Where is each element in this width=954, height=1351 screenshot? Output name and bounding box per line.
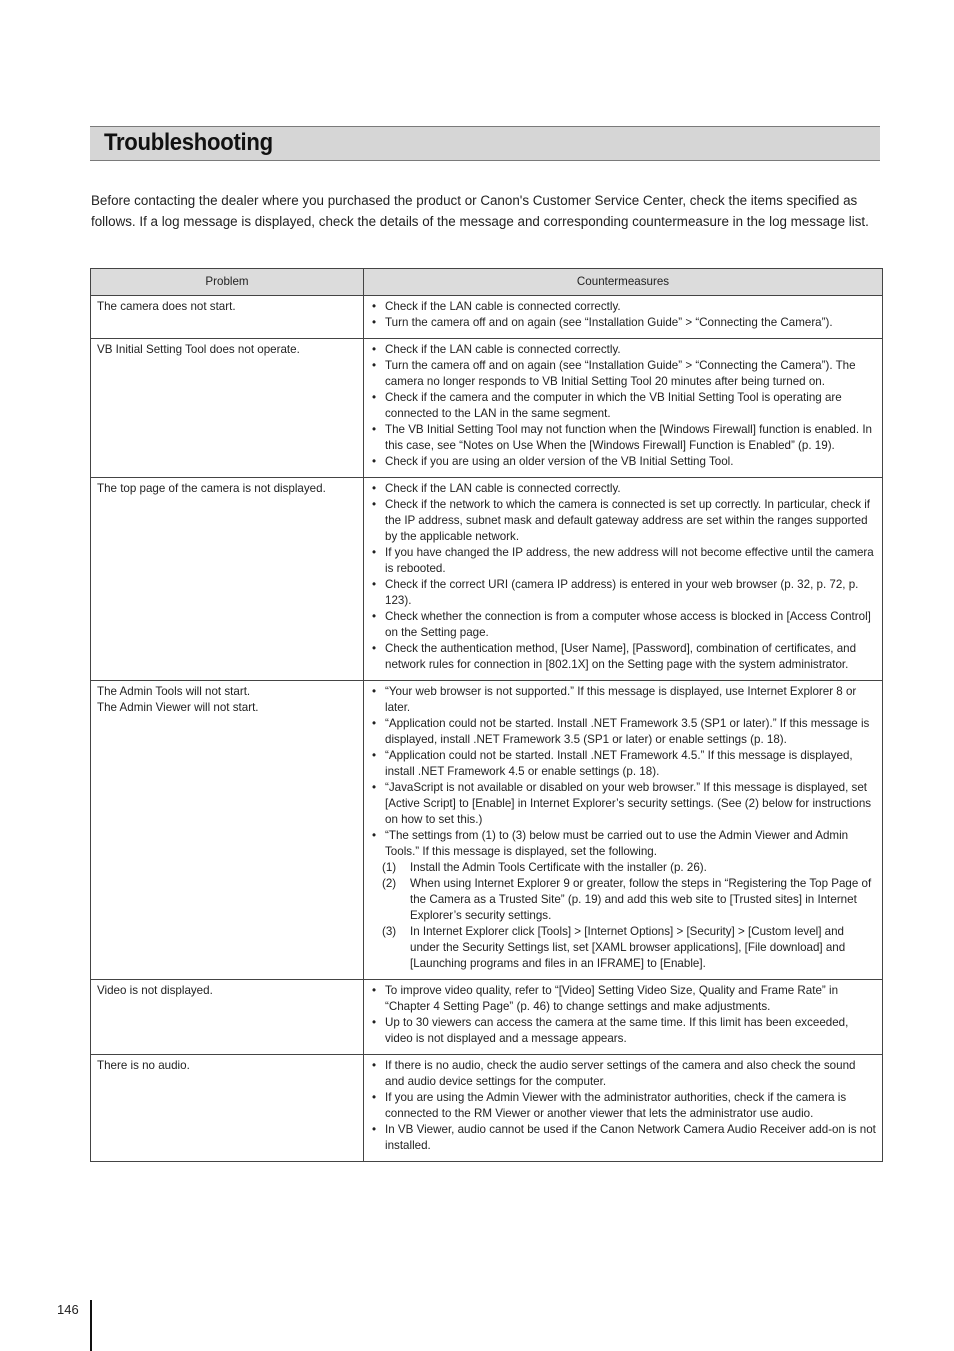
table-row [91, 296, 883, 339]
sub-item-number: (3) [382, 925, 397, 938]
list-item: • If you have changed the IP address, the new address will not become effective until the camera is rebooted. [370, 545, 876, 577]
countermeasure-list [370, 481, 876, 673]
list-item: • “JavaScript is not available or disabled on your web browser.” If this message is displayed, set [Active Script] to [Enable] in Internet Explorer’s security settings. (See (2) below for instructions on how to set this.) [370, 780, 876, 828]
troubleshooting-table [90, 268, 883, 1162]
list-item: • Check if the LAN cable is connected correctly. [370, 299, 876, 315]
list-item: • Check if the network to which the camera is connected is set up correctly. In particular, check if the IP address, subnet mask and default gateway address are set within the ranges supported by the applicable network. [370, 497, 876, 545]
header-problem: Problem [91, 269, 364, 296]
table-header-row [91, 269, 883, 296]
list-item: • The VB Initial Setting Tool may not function when the [Windows Firewall] function is enabled. In this case, see “Notes on Use When the [Windows Firewall] Function is Enabled” (p. 19). [370, 422, 876, 454]
list-item: • “The settings from (1) to (3) below must be carried out to use the Admin Viewer and Admin Tools.” If this message is displayed, set the following. [370, 828, 876, 860]
list-item: • Check if the LAN cable is connected correctly. [370, 342, 876, 358]
sub-list-item [370, 860, 876, 876]
countermeasures-cell [364, 980, 883, 1055]
countermeasures-cell [364, 681, 883, 980]
list-item: • To improve video quality, refer to “[Video] Setting Video Size, Quality and Frame Rate” in “Chapter 4 Setting Page” (p. 46) to change settings and make adjustments. [370, 983, 876, 1015]
countermeasure-list [370, 299, 876, 331]
countermeasure-list [370, 342, 876, 470]
title-bar [90, 126, 880, 161]
countermeasures-cell [364, 339, 883, 478]
problem-text: The camera does not start. [97, 300, 236, 313]
list-item: • In VB Viewer, audio cannot be used if the Canon Network Camera Audio Receiver add-on is not installed. [370, 1122, 876, 1154]
list-item: • Turn the camera off and on again (see “Installation Guide” > “Connecting the Camera”). The camera no longer responds to VB Initial Setting Tool 20 minutes after being turned on. [370, 358, 876, 390]
problem-text: The top page of the camera is not displayed. [97, 482, 326, 495]
problem-text: The Admin Tools will not start. [97, 685, 251, 698]
countermeasures-cell [364, 478, 883, 681]
numbered-sub-list [370, 860, 876, 972]
list-item: • “Application could not be started. Install .NET Framework 4.5.” If this message is displayed, install .NET Framework 4.5 or enable settings (p. 18). [370, 748, 876, 780]
list-item: • Turn the camera off and on again (see “Installation Guide” > “Connecting the Camera”). [370, 315, 876, 331]
problem-cell [91, 1055, 364, 1162]
list-item: • Check if the camera and the computer in which the VB Initial Setting Tool is operating are connected to the LAN in the same segment. [370, 390, 876, 422]
problem-cell [91, 339, 364, 478]
list-item: • If you are using the Admin Viewer with the administrator authorities, check if the camera is connected to the RM Viewer or another viewer that lets the administrator use audio. [370, 1090, 876, 1122]
table-row [91, 1055, 883, 1162]
page-title: Troubleshooting [104, 129, 273, 156]
list-item: • Check if the correct URI (camera IP address) is entered in your web browser (p. 32, p. 72, p. 123). [370, 577, 876, 609]
sub-item-text: In Internet Explorer click [Tools] > [Internet Options] > [Security] > [Custom level] and under the Security Settings list, set [XAML browser applications], [File download] and [Launching programs and files in an IFRAME] to [Enable]. [410, 925, 846, 970]
countermeasure-list [370, 1058, 876, 1154]
page-number: 146 [57, 1302, 79, 1317]
problem-cell [91, 681, 364, 980]
table-row [91, 681, 883, 980]
sub-list-item [370, 924, 876, 972]
list-item: • “Application could not be started. Install .NET Framework 3.5 (SP1 or later).” If this message is displayed, install .NET Framework 3.5 (SP1 or later) or enable settings (p. 18). [370, 716, 876, 748]
margin-rule [90, 1300, 92, 1351]
countermeasure-list [370, 684, 876, 860]
problem-text: Video is not displayed. [97, 984, 213, 997]
countermeasures-cell [364, 1055, 883, 1162]
list-item: • Check whether the connection is from a computer whose access is blocked in [Access Control] on the Setting page. [370, 609, 876, 641]
list-item: • Up to 30 viewers can access the camera at the same time. If this limit has been exceeded, video is not displayed and a message appears. [370, 1015, 876, 1047]
list-item: • Check if you are using an older version of the VB Initial Setting Tool. [370, 454, 876, 470]
problem-cell [91, 478, 364, 681]
header-countermeasures: Countermeasures [364, 269, 883, 296]
list-item: • “Your web browser is not supported.” If this message is displayed, use Internet Explorer 8 or later. [370, 684, 876, 716]
problem-cell [91, 296, 364, 339]
sub-list-item [370, 876, 876, 924]
sub-item-text: Install the Admin Tools Certificate with the installer (p. 26). [410, 861, 707, 874]
table-row [91, 478, 883, 681]
list-item: • Check the authentication method, [User Name], [Password], combination of certificates, and network rules for connection in [802.1X] on the Setting page with the system administrator. [370, 641, 876, 673]
table-row [91, 339, 883, 478]
list-item: • Check if the LAN cable is connected correctly. [370, 481, 876, 497]
problem-cell [91, 980, 364, 1055]
countermeasure-list [370, 983, 876, 1047]
intro-paragraph: Before contacting the dealer where you purchased the product or Canon's Customer Service Center, check the items specified as follows. If a log message is displayed, check the details of the message and corresponding countermeasure in the log message list. [91, 193, 869, 229]
problem-text: There is no audio. [97, 1059, 190, 1072]
sub-item-number: (2) [382, 877, 397, 890]
sub-item-number: (1) [382, 861, 397, 874]
countermeasures-cell [364, 296, 883, 339]
list-item: • If there is no audio, check the audio server settings of the camera and also check the sound and audio device settings for the computer. [370, 1058, 876, 1090]
sub-item-text: When using Internet Explorer 9 or greater, follow the steps in “Registering the Top Page of the Camera as a Trusted Site” (p. 19) and add this web site to [Trusted sites] in Internet Explorer’s security settings. [410, 877, 872, 922]
problem-text: VB Initial Setting Tool does not operate. [97, 343, 300, 356]
table-row [91, 980, 883, 1055]
problem-text: The Admin Viewer will not start. [97, 701, 259, 714]
